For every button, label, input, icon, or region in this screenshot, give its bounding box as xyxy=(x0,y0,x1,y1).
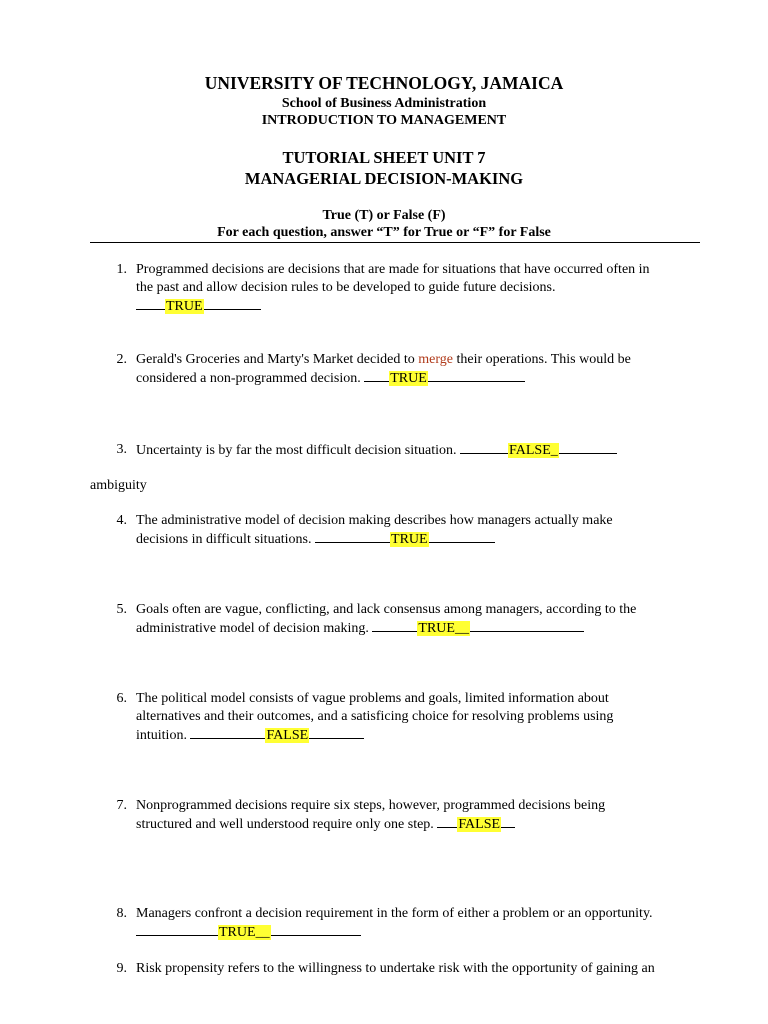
answer-line xyxy=(136,923,701,942)
question-text: Goals often are vague, conflicting, and lack consensus among managers, according to the administrative model of decision making. TRUE__ xyxy=(136,601,701,638)
course-name: INTRODUCTION TO MANAGEMENT xyxy=(261,113,507,128)
answer-highlight: FALSE_ xyxy=(509,443,558,458)
university-title: UNIVERSITY OF TECHNOLOGY, JAMAICA xyxy=(204,73,564,93)
question-text: The political model consists of vague problems and goals, limited information about alternatives and their outcomes, and a satisficing choice for resolving problems using intuition. FALSE xyxy=(136,690,701,745)
question-text: Managers confront a decision requirement in the form of either a problem or an opportunity. TRUE__ xyxy=(136,905,701,942)
question-number: 9. xyxy=(116,961,127,976)
answer-line xyxy=(136,297,701,316)
merge-word: merge xyxy=(418,352,453,367)
school-name: School of Business Administration xyxy=(281,96,487,111)
answer-highlight: TRUE xyxy=(166,299,203,314)
question-text: Risk propensity refers to the willingness to undertake risk with the opportunity of gaining an xyxy=(136,961,655,976)
question-text: Nonprogrammed decisions require six steps, however, programmed decisions being structured and well understood require only one step. FALSE xyxy=(136,797,701,834)
question-number: 5. xyxy=(116,602,127,617)
question-text: Programmed decisions are decisions that are made for situations that have occurred often in the past and allow decision rules to be developed to guide future decisions. TRUE xyxy=(136,261,701,316)
question-text: Gerald's Groceries and Marty's Market decided to merge their operations. This would be considered a non-programmed decision. TRUE xyxy=(136,351,701,388)
question-number: 1. xyxy=(116,262,127,277)
question-number: 2. xyxy=(116,352,127,367)
answer-highlight: TRUE xyxy=(390,371,427,386)
margin-note: ambiguity xyxy=(90,478,147,493)
question-number: 4. xyxy=(116,513,127,528)
instructions: For each question, answer “T” for True or “F” for False xyxy=(217,225,551,240)
answer-line: decisions in difficult situations. TRUE xyxy=(136,530,701,549)
answer-line: administrative model of decision making. TRUE__ xyxy=(136,619,701,638)
answer-highlight: TRUE__ xyxy=(219,925,270,940)
unit-title: MANAGERIAL DECISION-MAKING xyxy=(244,169,524,188)
answer-highlight: FALSE xyxy=(266,728,309,743)
answer-highlight: TRUE__ xyxy=(418,621,469,636)
question-text xyxy=(136,441,701,460)
question-text: The administrative model of decision making describes how managers actually make decisions in difficult situations. TRUE xyxy=(136,512,701,549)
answer-line: structured and well understood require only one step. FALSE xyxy=(136,815,701,834)
answer-line: considered a non-programmed decision. TRUE xyxy=(136,369,701,388)
tutorial-title: TUTORIAL SHEET UNIT 7 xyxy=(282,148,486,167)
answer-line: Uncertainty is by far the most difficult decision situation. FALSE_ xyxy=(136,441,701,460)
section-title: True (T) or False (F) xyxy=(322,208,446,223)
answer-line: intuition. FALSE xyxy=(136,726,701,745)
answer-highlight: FALSE xyxy=(458,817,501,832)
question-number: 6. xyxy=(116,691,127,706)
question-number: 8. xyxy=(116,906,127,921)
question-number: 3. xyxy=(116,442,127,457)
question-number: 7. xyxy=(116,798,127,813)
answer-highlight: TRUE xyxy=(391,532,428,547)
header-divider xyxy=(90,242,700,243)
